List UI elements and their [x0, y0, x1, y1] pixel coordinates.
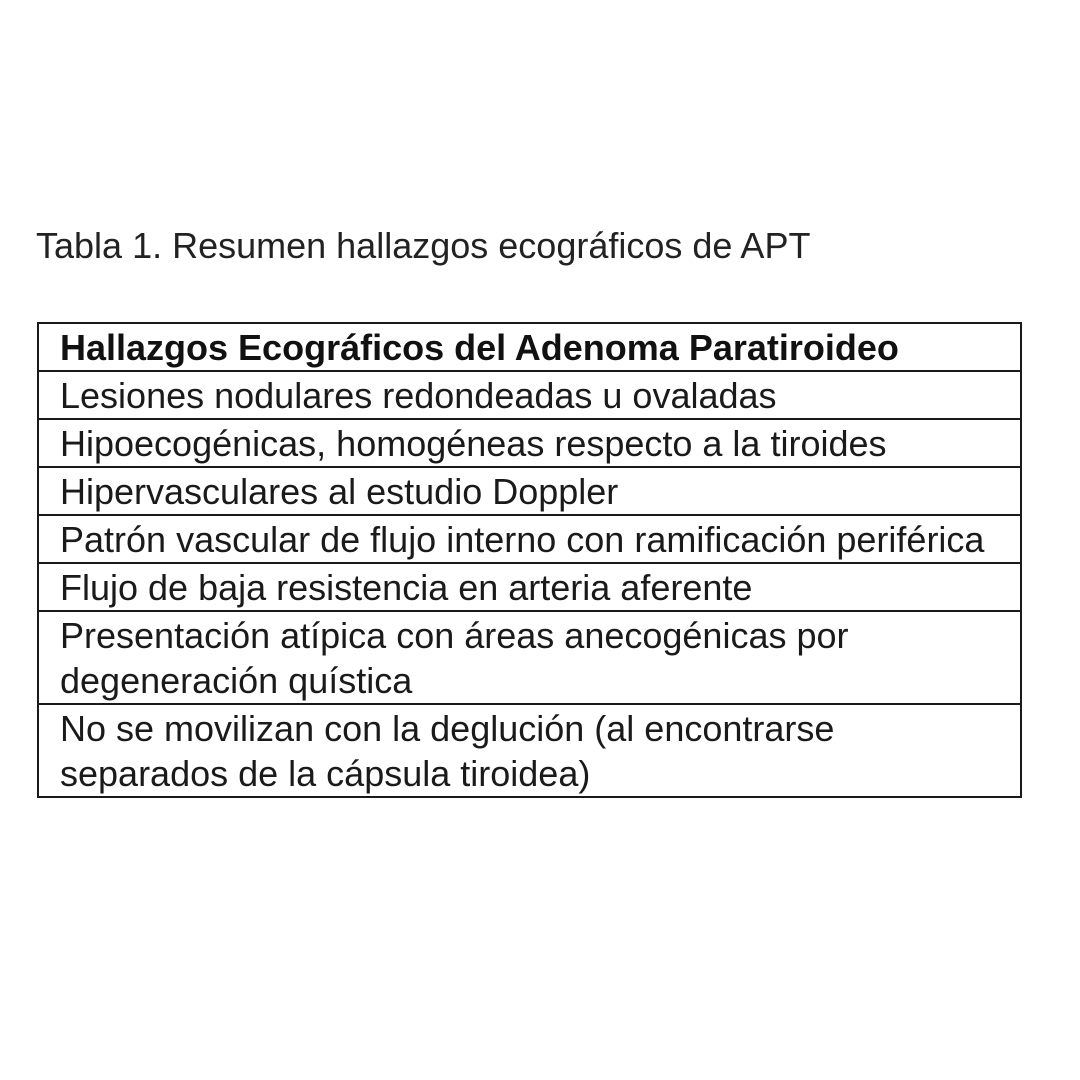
table-cell: Flujo de baja resistencia en arteria aferente: [38, 563, 1021, 611]
table-cell: No se movilizan con la deglución (al encontrarse separados de la cápsula tiroidea): [38, 704, 1021, 797]
table-row: [38, 419, 1021, 467]
table-header-cell: Hallazgos Ecográficos del Adenoma Paratiroideo: [38, 323, 1021, 371]
table-cell: Hipoecogénicas, homogéneas respecto a la tiroides: [38, 419, 1021, 467]
table-header-row: [38, 323, 1021, 371]
table-cell: Presentación atípica con áreas anecogénicas por degeneración quística: [38, 611, 1021, 704]
table-cell: Lesiones nodulares redondeadas u ovaladas: [38, 371, 1021, 419]
table-caption: Tabla 1. Resumen hallazgos ecográficos de APT: [36, 225, 811, 266]
table-row: [38, 515, 1021, 563]
table-row: [38, 704, 1021, 797]
table-row: [38, 611, 1021, 704]
table-row: [38, 371, 1021, 419]
table-cell: Hipervasculares al estudio Doppler: [38, 467, 1021, 515]
table-row: [38, 563, 1021, 611]
findings-table: [37, 322, 1022, 798]
table-cell: Patrón vascular de flujo interno con ramificación periférica: [38, 515, 1021, 563]
table-row: [38, 467, 1021, 515]
